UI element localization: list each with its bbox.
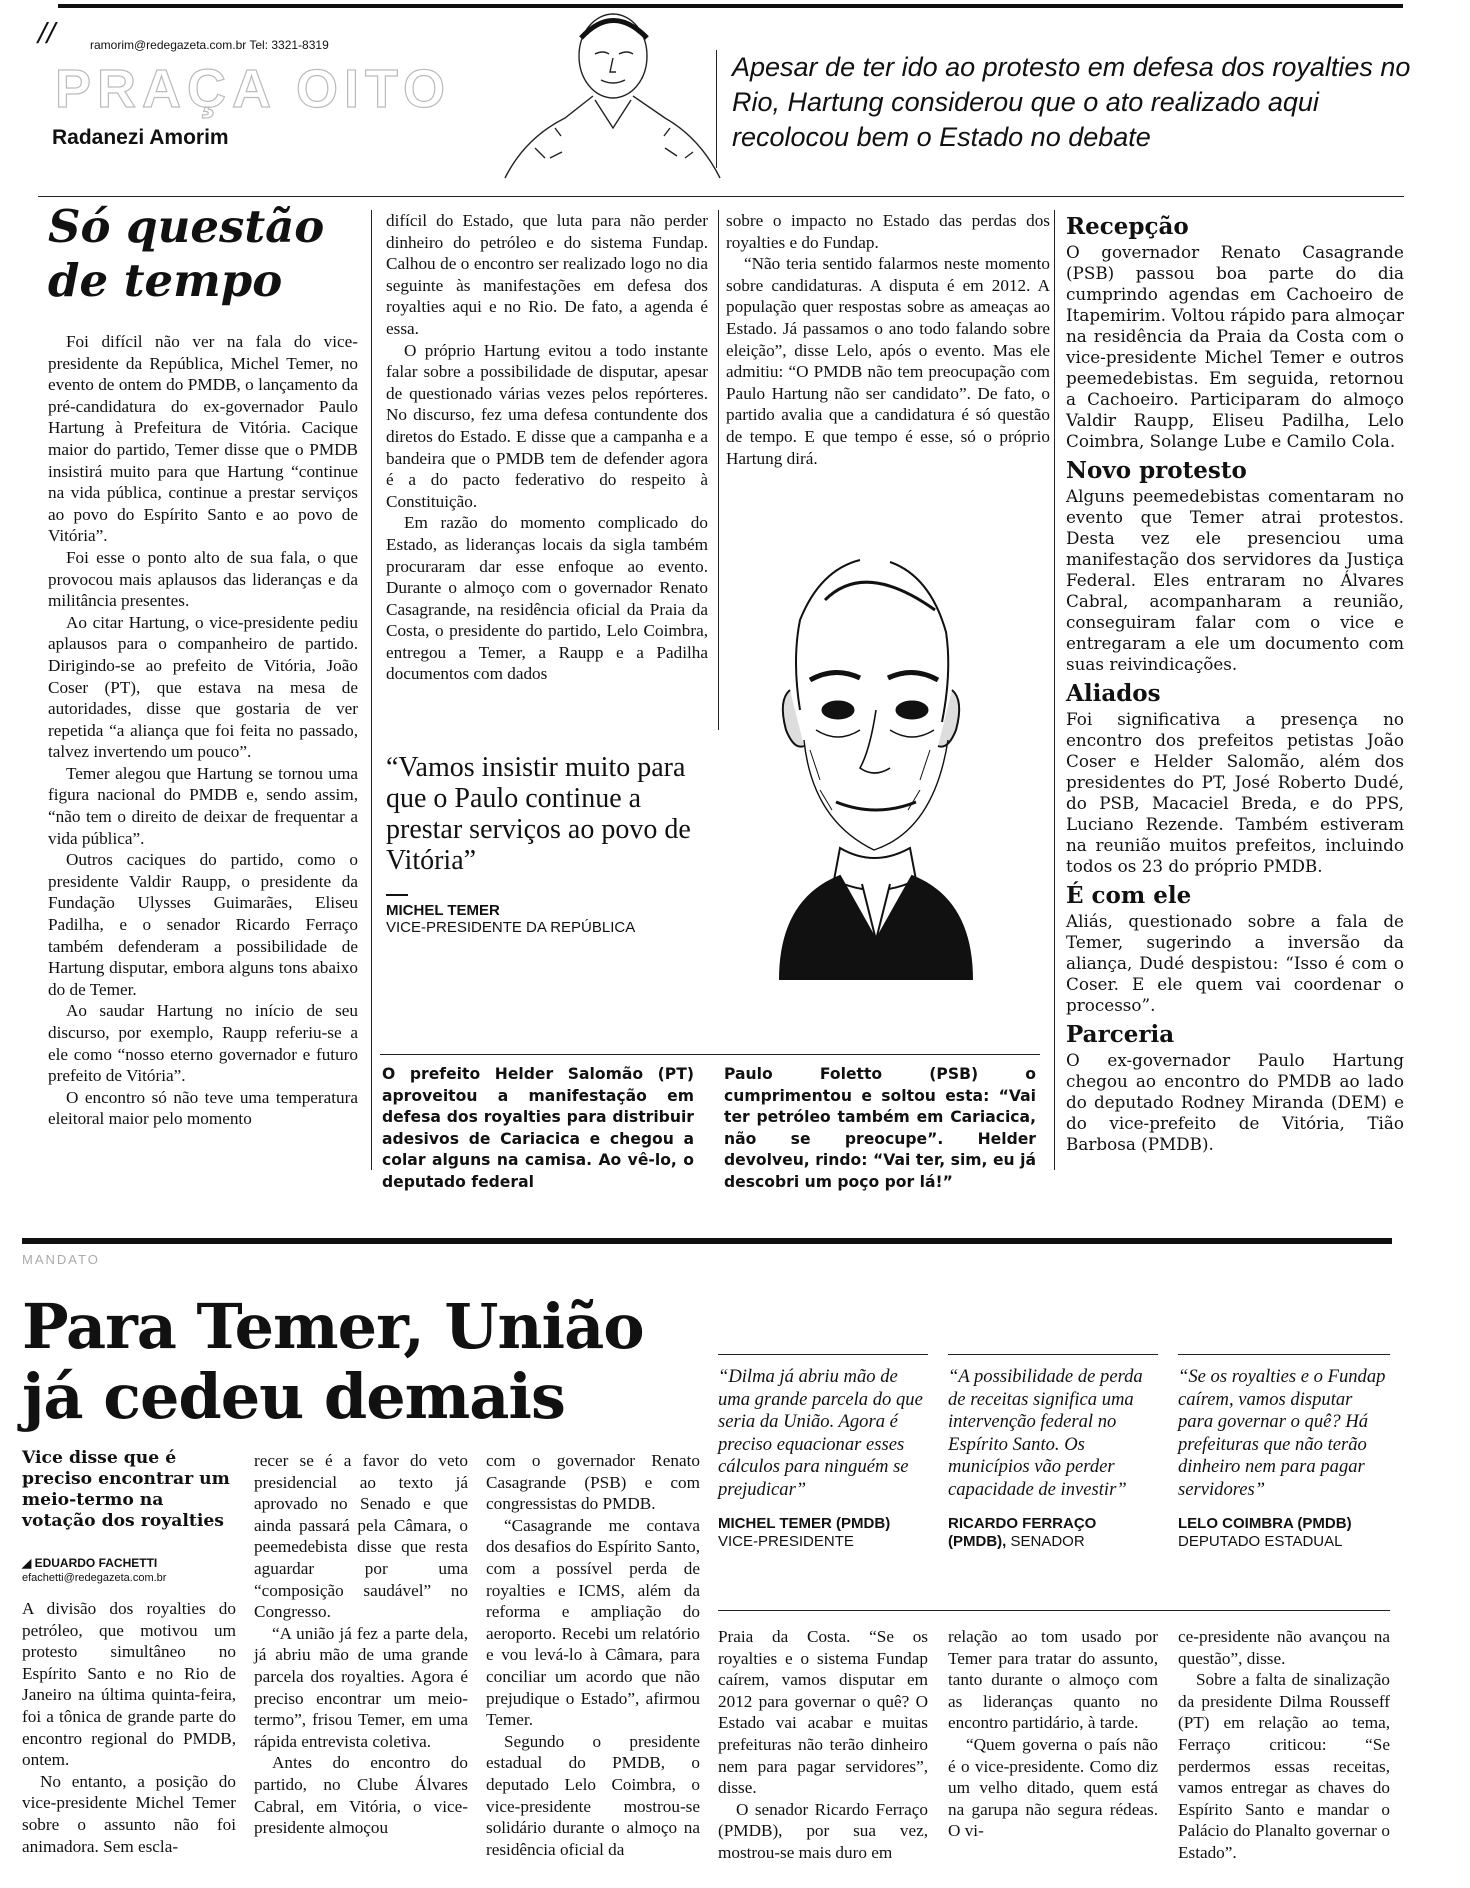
caption-rule [380, 1054, 1040, 1055]
quote-role-text: SENADOR [1010, 1533, 1085, 1550]
paragraph: “A união já fez a parte dela, já abriu mão de uma grande parcela dos royalties. Agora é preciso encontrar um meio-termo”, frisou Temer, em uma rápida entrevista coletiva. [254, 1623, 468, 1751]
note-text: Alguns peemedebistas comentaram no evento que Temer atrai protestos. Desta vez ele presenciou uma manifestação dos servidores da Justiça Federal. Eles entraram no Álvares Cabral, acompanharam a reunião, conseguiram falar com o vice e entregaram a ele um documento com suas reivindicações. [1066, 486, 1404, 674]
paragraph: Ao saudar Hartung no início de seu discurso, por exemplo, Raupp referiu-se a ele como “nosso eterno governador e futuro prefeito de Vitória”. [48, 1001, 358, 1086]
quote-card-coimbra [1178, 1366, 1392, 1551]
paragraph: Segundo o presidente estadual do PMDB, o deputado Lelo Coimbra, o vice-presidente mostrou-se solidário durante o almoço na residência oficial da [486, 1731, 700, 1859]
quote-role: VICE-PRESIDENTE DA REPÚBLICA [386, 919, 636, 936]
paragraph: relação ao tom usado por Temer para tratar do assunto, tanto durante o almoço com as lideranças quanto no encontro partidário, à tarde. [948, 1627, 1158, 1733]
paragraph: O encontro só não teve uma temperatura eleitoral maior pelo momento [48, 1087, 358, 1129]
col-divider [718, 210, 719, 730]
paragraph: Ao citar Hartung, o vice-presidente pediu aplausos para o companheiro de partido. Dirigindo-se ao prefeito de Vitória, João Coser (PT), que estava na mesa de autoridades, disse que gostaria de ver repetida “a aliança que foi feita no passado, talvez invertendo um pouco”. [48, 612, 358, 762]
quote-top-rule [1178, 1354, 1390, 1355]
temer-illustration [740, 540, 1010, 980]
headline-line1: Para Temer, União [22, 1290, 644, 1363]
article-separator [22, 1238, 1392, 1244]
paragraph: Praia da Costa. “Se os royalties e o sistema Fundap caírem, vamos disputar em 2012 para governar o quê? O Estado vai acabar e muitas prefeituras não terão dinheiro nem para pagar servidores”, disse. [718, 1627, 928, 1798]
quote-card-ferraco [948, 1366, 1160, 1551]
quote-name-party: (PMDB), [948, 1533, 1007, 1550]
paragraph: sobre o impacto no Estado das perdas dos royalties e do Fundap. [726, 211, 1050, 252]
paragraph: Foi esse o ponto alto de sua fala, o que provocou mais aplausos das lideranças e da militância presentes. [48, 547, 358, 611]
byline-mark: ◢ [22, 1556, 35, 1570]
headline-line2: já cedeu demais [22, 1360, 565, 1433]
note-text: Foi significativa a presença no encontro dos prefeitos petistas João Coser e Helder Salomão, além dos presidentes do PT, José Roberto Dudé, do PSB, Macaciel Breda, e do PPS, Luciano Rezende. Também estiveram na reunião muitos prefeitos, incluindo todos os 23 do próprio PMDB. [1066, 709, 1404, 876]
quote-top-rule [718, 1354, 928, 1355]
paragraph: Em razão do momento complicado do Estado, as lideranças locais da sigla também procuraram dar esse enfoque ao evento. Durante o almoço com o governador Renato Casagrande, na residência oficial da Praia da Costa, o presidente do partido, Lelo Coimbra, entregou a Temer, a Raupp e a Padilha documentos com dados [386, 513, 708, 684]
quote-role [948, 1533, 1160, 1551]
quote-text: “Dilma já abriu mão de uma grande parcela do que seria da União. Agora é preciso equacionar esses cálculos para ninguém se prejudicar” [718, 1366, 923, 1500]
article2-col2 [254, 1450, 468, 1839]
quote-text: “Vamos insistir muito para que o Paulo continue a prestar serviços ao povo de Vitória” [386, 752, 691, 876]
photo-caption-left: O prefeito Helder Salomão (PT) aproveitou a manifestação em defesa dos royalties para distribuir adesivos de Cariacica e chegou a colar alguns na camisa. Ao vê-lo, o deputado federal [382, 1065, 694, 1191]
paragraph: Sobre a falta de sinalização da presidente Dilma Rousseff (PT) em relação ao tema, Ferraço criticou: “Se perdermos essas receitas, vamos entregar as chaves do Espírito Santo e mandar o Palácio do Planalto governar o Estado”. [1178, 1670, 1390, 1862]
quote-name: MICHEL TEMER [386, 902, 500, 919]
headline-line1: Só questão [48, 200, 325, 253]
paragraph: ce-presidente não avançou na questão”, disse. [1178, 1627, 1390, 1668]
paragraph: “Casagrande me contava dos desafios do Espírito Santo, com a possível perda de royalties e ICMS, além da reforma e ampliação do aeroporto. Recebi um relatório e vou levá-lo à Câmara, para conciliar um acordo que não prejudique o Estado”, afirmou Temer. [486, 1515, 700, 1730]
quote-bar [386, 894, 408, 896]
notes-sidebar [1066, 208, 1404, 1155]
quote-name: LELO COIMBRA (PMDB) [1178, 1515, 1352, 1532]
column-name: PRAÇA OITO [55, 59, 452, 119]
quote-card-temer [718, 1366, 930, 1551]
slash-logo: // [38, 18, 56, 48]
byline-name: EDUARDO FACHETTI [34, 1556, 158, 1570]
paragraph: O senador Ricardo Ferraço (PMDB), por sua vez, mostrou-se mais duro em [718, 1799, 928, 1862]
paragraph: “Quem governa o país não é o vice-presidente. Como diz um velho ditado, quem está na garupa não segura rédeas. O vi- [948, 1734, 1158, 1841]
article1-col3 [726, 210, 1050, 469]
note-title: Recepção [1066, 213, 1189, 240]
quote-top-rule [948, 1354, 1158, 1355]
paragraph: Outros caciques do partido, como o presidente Valdir Raupp, o presidente da Fundação Ulysses Guimarães, Eliseu Padilha, e o senador Ricardo Ferraço também defenderam a possibilidade de Hartung disputar, embora alguns tons abaixo do de Temer. [48, 850, 358, 999]
note-title: Aliados [1066, 680, 1161, 707]
article2-headline [22, 1292, 644, 1432]
quote-bottom-rule [718, 1610, 1390, 1611]
article2-col4 [718, 1626, 928, 1864]
article1-col2 [386, 210, 708, 685]
col-divider [371, 210, 372, 1170]
photo-caption-right: Paulo Foletto (PSB) o cumprimentou e soltou esta: “Vai ter petróleo também em Cariacica, não se preocupe”. Helder devolveu, rindo: “Vai ter, sim, eu já descobri um poço por lá!” [724, 1065, 1036, 1191]
paragraph: difícil do Estado, que luta para não perder dinheiro do petróleo e do sistema Fundap. Calhou de o encontro ser realizado logo no dia seguinte às manifestações em defesa dos royalties aqui e no Rio. De fato, a agenda é essa. [386, 211, 708, 338]
note-text: O governador Renato Casagrande (PSB) passou boa parte do dia cumprindo agendas em Cachoeiro de Itapemirim. Voltou rápido para almoçar na residência da Praia da Costa com o vice-presidente Michel Temer e outros peemedebistas. Em seguida, retornou a Cachoeiro. Participaram do almoço Valdir Raupp, Eliseu Padilha, Lelo Coimbra, Solange Lube e Camilo Cola. [1066, 242, 1404, 451]
byline [22, 1556, 157, 1570]
top-rule [58, 4, 1403, 8]
paragraph: recer se é a favor do veto presidencial ao texto já aprovado no Senado e que ainda passará pela Câmara, o peemedebista disse que resta aguardar por uma “composição saudável” no Congresso. [254, 1451, 468, 1622]
deck-divider [716, 50, 717, 168]
article2-col6 [1178, 1626, 1390, 1864]
quote-role: VICE-PRESIDENTE [718, 1533, 854, 1550]
headline-line2: de tempo [48, 254, 283, 307]
paragraph: O próprio Hartung evitou a todo instante falar sobre a possibilidade de disputar, apesar de questionado várias vezes pelos repórteres. No discurso, fez uma defesa contundente dos diretos do Estado. E disse que a campanha e a bandeira que o PMDB tem de defender agora é a do pacto federativo do respeito à Constituição. [386, 340, 708, 511]
paragraph: com o governador Renato Casagrande (PSB) e com congressistas do PMDB. [486, 1451, 700, 1514]
contact-line: ramorim@redegazeta.com.br Tel: 3321-8319 [90, 38, 329, 52]
author-name: Radanezi Amorim [52, 126, 229, 149]
author-portrait [495, 8, 725, 180]
article2-col3 [486, 1450, 700, 1860]
quote-name: RICARDO FERRAÇO [948, 1515, 1097, 1532]
paragraph: Foi difícil não ver na fala do vice-presidente da República, Michel Temer, no evento de ontem do PMDB, o lançamento da pré-candidatura do ex-governador Paulo Hartung à Prefeitura de Vitória. Cacique maior do partido, Temer disse que o PMDB insistirá muito para que Hartung “continue na vida pública, continue a prestar serviços ao povo do Espírito Santo e ao povo de Vitória”. [48, 332, 358, 546]
article2-kicker: MANDATO [22, 1252, 100, 1267]
quote-text: “A possibilidade de perda de receitas significa uma intervenção federal no Espírito Santo. Os municípios vão perder capacidade de investir” [948, 1366, 1143, 1500]
quote-name: MICHEL TEMER (PMDB) [718, 1515, 891, 1532]
paragraph: A divisão dos royalties do petróleo, que motivou um protesto simultâneo no Espírito Santo e no Rio de Janeiro na última quinta-feira, foi a tônica de grande parte do encontro regional do PMDB, ontem. [22, 1599, 236, 1770]
article2-col5 [948, 1626, 1158, 1842]
paragraph: “Não teria sentido falarmos neste momento sobre candidaturas. A disputa é em 2012. A população quer respostas sobre as ameaças ao Estado. Já passamos o ano todo falando sobre eleição”, disse Lelo, após o evento. Mas ele admitiu: “O PMDB não tem preocupação com Paulo Hartung não ser candidato”. De fato, o partido avalia que a candidatura é só questão de tempo. E que tempo é esse, só o próprio Hartung dirá. [726, 254, 1050, 468]
note-title: Parceria [1066, 1021, 1175, 1048]
byline-email: efachetti@redegazeta.com.br [22, 1572, 167, 1584]
article2-col1 [22, 1598, 236, 1857]
note-text: Aliás, questionado sobre a fala de Temer, sugerindo a inversão da aliança, Dudé despistou: “Isso é com o Coser. E ele quem vai coordenar o processo”. [1066, 911, 1404, 1015]
column-deck: Apesar de ter ido ao protesto em defesa dos royalties no Rio, Hartung considerou que o ato realizado aqui recolocou bem o Estado no debate [732, 52, 1411, 152]
note-title: É com ele [1066, 882, 1192, 909]
header-bottom-rule [38, 196, 1404, 197]
article1-col1 [48, 331, 358, 1130]
article1-headline [48, 200, 324, 308]
pull-quote [386, 752, 716, 936]
paragraph: Temer alegou que Hartung se tornou uma figura nacional do PMDB e, sendo assim, “não tem o direito de deixar de frequentar a vida pública”. [48, 763, 358, 848]
quote-role: DEPUTADO ESTADUAL [1178, 1533, 1343, 1550]
notes-divider [1054, 210, 1055, 1170]
paragraph: No entanto, a posição do vice-presidente Michel Temer sobre o assunto não foi animadora. Sem escla- [22, 1771, 236, 1856]
paragraph: Antes do encontro do partido, no Clube Álvares Cabral, em Vitória, o vice-presidente almoçou [254, 1753, 468, 1838]
quote-text: “Se os royalties e o Fundap caírem, vamos disputar para governar o quê? Há prefeituras que não terão dinheiro nem para pagar servidores” [1178, 1366, 1386, 1500]
note-text: O ex-governador Paulo Hartung chegou ao encontro do PMDB ao lado do deputado Rodney Miranda (DEM) e do vice-prefeito de Vitória, Tião Barbosa (PMDB). [1066, 1050, 1404, 1154]
note-title: Novo protesto [1066, 457, 1247, 484]
article2-subhead: Vice disse que é preciso encontrar um meio-termo na votação dos royalties [22, 1448, 230, 1531]
